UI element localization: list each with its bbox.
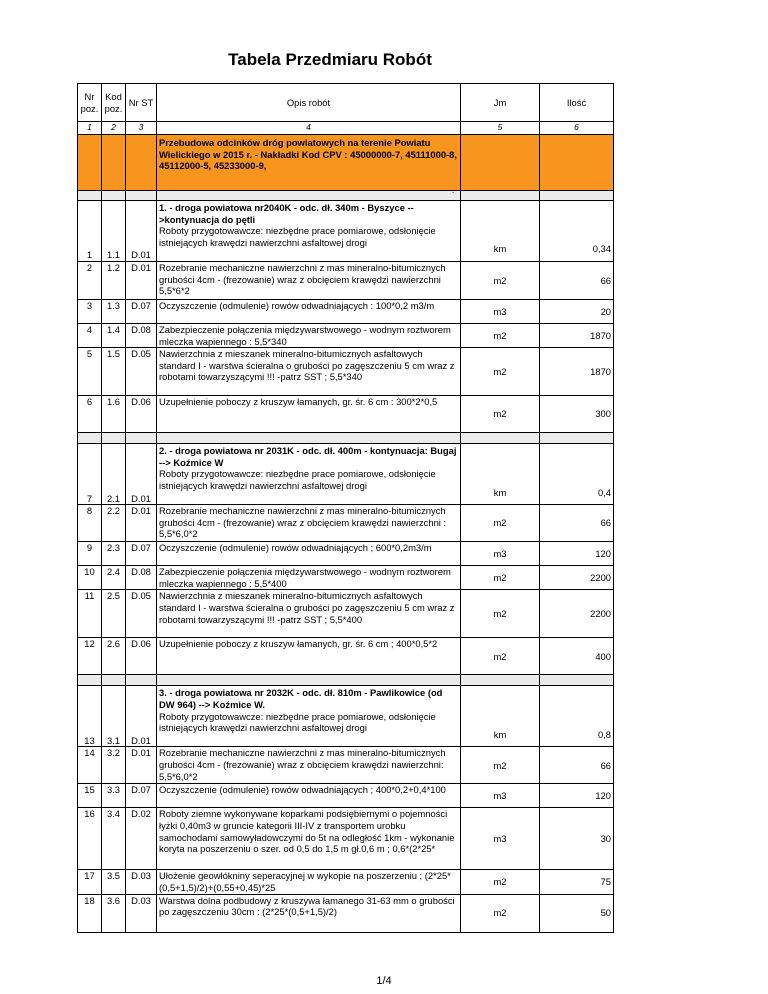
- header-kod: Kod poz.: [102, 84, 126, 122]
- item-st: D.07: [126, 542, 157, 566]
- spacer-cell: [540, 675, 614, 686]
- item-description: Rozebranie mechaniczne nawierzchni z mas mineralno-bitumicznych grubości 4cm - (frezowanie) wraz z obcięciem krawędzi nawierzchni : 5,5*6,0*2: [157, 505, 461, 542]
- item-description: Oczyszczenie (odmulenie) rowów odwadniających ; 400*0,2+0,4*100: [157, 784, 461, 808]
- item-st: D.01: [126, 444, 157, 505]
- project-mark: .: [452, 186, 455, 195]
- column-number: 2: [102, 122, 126, 135]
- header-nr: Nr poz.: [78, 84, 102, 122]
- table-row: [78, 542, 614, 566]
- item-quantity: 2200: [540, 566, 614, 590]
- spacer-cell: [461, 433, 540, 444]
- item-kod: 3.2: [102, 747, 126, 784]
- item-nr: 14: [78, 747, 102, 784]
- item-st: D.06: [126, 638, 157, 675]
- item-kod: 1.2: [102, 262, 126, 300]
- item-description-text: Roboty przygotowawcze: niezbędne prace pomiarowe, odsłonięcie istniejących krawędzi nawierzchni asfaltowej drogi: [159, 225, 436, 248]
- header-row: [78, 84, 614, 122]
- item-kod: 1.1: [102, 201, 126, 262]
- column-number: 1: [78, 122, 102, 135]
- item-unit: m2: [461, 396, 540, 433]
- item-quantity: 50: [540, 894, 614, 932]
- item-nr: 3: [78, 300, 102, 324]
- section-spacer-row: [78, 433, 614, 444]
- item-unit: m2: [461, 638, 540, 675]
- item-unit: km: [461, 201, 540, 262]
- item-nr: 13: [78, 686, 102, 747]
- item-quantity: 66: [540, 505, 614, 542]
- spacer-cell: [126, 433, 157, 444]
- table-row: [78, 300, 614, 324]
- item-st: D.01: [126, 201, 157, 262]
- item-quantity: 0,34: [540, 201, 614, 262]
- spacer-cell: [102, 675, 126, 686]
- item-kod: 3.3: [102, 784, 126, 808]
- item-nr: 15: [78, 784, 102, 808]
- header-ilosc: Ilość: [540, 84, 614, 122]
- item-nr: 4: [78, 324, 102, 348]
- item-description: Oczyszczenie (odmulenie) rowów odwadniających ; 600*0,2m3/m: [157, 542, 461, 566]
- item-quantity: 1870: [540, 348, 614, 396]
- item-description: Rozebranie mechaniczne nawierzchni z mas mineralno-bitumicznych grubości 4cm - (frezowanie) wraz z obcięciem krawędzi nawierzchni: 5,5*6,0*2: [157, 747, 461, 784]
- spacer-cell: [157, 433, 461, 444]
- item-nr: 2: [78, 262, 102, 300]
- table-row: [78, 894, 614, 932]
- table-row: [78, 686, 614, 747]
- item-description: Zabezpieczenie połączenia międzywarstwowego - wodnym roztworem mleczka wapiennego : 5,5*400: [157, 566, 461, 590]
- table-row: [78, 262, 614, 300]
- item-unit: m2: [461, 590, 540, 638]
- item-quantity: 66: [540, 747, 614, 784]
- item-unit: km: [461, 686, 540, 747]
- column-number: 6: [540, 122, 614, 135]
- item-st: D.06: [126, 396, 157, 433]
- spacer-cell: [126, 191, 157, 201]
- item-st: D.08: [126, 566, 157, 590]
- column-number: 3: [126, 122, 157, 135]
- header-jm: Jm: [461, 84, 540, 122]
- item-st: D.02: [126, 808, 157, 870]
- table-row: [78, 566, 614, 590]
- item-nr: 6: [78, 396, 102, 433]
- item-description: Nawierzchnia z mieszanek mineralno-bitumicznych asfaltowych standard I - warstwa ścieralna o grubości po zagęszczeniu 5 cm wraz z robotami towarzyszącymi !!! -patrz SST ; 5,5*400: [157, 590, 461, 638]
- item-kod: 3.6: [102, 894, 126, 932]
- item-unit: km: [461, 444, 540, 505]
- item-description: Uzupełnienie poboczy z kruszyw łamanych, gr. śr. 6 cm ; 400*0,5*2: [157, 638, 461, 675]
- item-st: D.05: [126, 590, 157, 638]
- item-description: Rozebranie mechaniczne nawierzchni z mas mineralno-bitumicznych grubości 4cm - (frezowanie) wraz z obcięciem krawędzi nawierzchni 5,5*6*2: [157, 262, 461, 300]
- item-unit: m3: [461, 808, 540, 870]
- spacer-cell: [157, 675, 461, 686]
- item-nr: 10: [78, 566, 102, 590]
- item-description-text: Roboty przygotowawcze: niezbędne prace pomiarowe, odsłonięcie istniejących krawędzi nawierzchni asfaltowej drogi: [159, 710, 436, 734]
- project-description: Przebudowa odcinków dróg powiatowych na terenie Powiatu Wielickiego w 2015 r. - Nakładki Kod CPV : 45000000-7, 45111000-8, 45112000-5, 45233000-9,: [157, 135, 461, 191]
- item-quantity: 0,4: [540, 444, 614, 505]
- item-unit: m2: [461, 870, 540, 894]
- item-description: Oczyszczenie (odmulenie) rowów odwadniających : 100*0,2 m3/m: [157, 300, 461, 324]
- table-row: [78, 590, 614, 638]
- item-quantity: 75: [540, 870, 614, 894]
- column-number: 5: [461, 122, 540, 135]
- item-kod: 2.4: [102, 566, 126, 590]
- item-description: [157, 444, 461, 505]
- section-heading: 2. - droga powiatowa nr 2031K - odc. dł. 400m - kontynuacja: Bugaj --> Koźmice W: [159, 445, 457, 468]
- section-spacer-row: [78, 932, 614, 942]
- item-kod: 2.3: [102, 542, 126, 566]
- column-number-row: [78, 122, 614, 135]
- page-number: 1/4: [376, 975, 392, 987]
- item-unit: m2: [461, 262, 540, 300]
- spacer-cell: [102, 191, 126, 201]
- item-description: Zabezpieczenie połączenia międzywarstwowego - wodnym roztworem mleczka wapiennego : 5,5*340: [157, 324, 461, 348]
- item-description: Roboty ziemne wykonywane koparkami podsiębiernymi o pojemności łyżki 0,40m3 w gruncie kategorii III-IV z transportem urobku samochodami samowyładowczymi do 5t na odległość 1km - wykonanie koryta na poszerzeniu o szer. od 0,5 do 1,5 m gł.0,6 m ; 0,6*(2*25*: [157, 808, 461, 870]
- item-kod: 2.5: [102, 590, 126, 638]
- spacer-cell: [540, 191, 614, 201]
- item-st: D.07: [126, 784, 157, 808]
- table-row: [78, 505, 614, 542]
- item-kod: 2.1: [102, 444, 126, 505]
- table-row: [78, 870, 614, 894]
- item-unit: m2: [461, 566, 540, 590]
- item-kod: 1.6: [102, 396, 126, 433]
- item-quantity: 300: [540, 396, 614, 433]
- spacer-cell: [461, 191, 540, 201]
- spacer-cell: [78, 191, 102, 201]
- section-heading: 1. - droga powiatowa nr2040K - odc. dł. 340m - Byszyce -->kontynuacja do pętli: [159, 202, 414, 225]
- item-kod: 1.3: [102, 300, 126, 324]
- item-quantity: 1870: [540, 324, 614, 348]
- item-nr: 1: [78, 201, 102, 262]
- item-unit: m2: [461, 894, 540, 932]
- item-nr: 11: [78, 590, 102, 638]
- item-unit: m3: [461, 300, 540, 324]
- spacer-cell: [540, 433, 614, 444]
- item-nr: 9: [78, 542, 102, 566]
- item-quantity: 66: [540, 262, 614, 300]
- item-nr: 18: [78, 894, 102, 932]
- item-kod: 3.5: [102, 870, 126, 894]
- item-nr: 17: [78, 870, 102, 894]
- item-description: [157, 686, 461, 747]
- spacer-cell: [126, 675, 157, 686]
- item-st: D.01: [126, 262, 157, 300]
- spacer-cell: [461, 675, 540, 686]
- item-nr: 8: [78, 505, 102, 542]
- item-kod: 2.2: [102, 505, 126, 542]
- table-row: [78, 444, 614, 505]
- item-kod: 2.6: [102, 638, 126, 675]
- table-row: [78, 324, 614, 348]
- page-title: Tabela Przedmiaru Robót: [228, 50, 432, 69]
- item-unit: m3: [461, 784, 540, 808]
- item-quantity: 120: [540, 542, 614, 566]
- table-row: [78, 638, 614, 675]
- spacer-cell: [78, 433, 102, 444]
- item-description: Nawierzchnia z mieszanek mineralno-bitumicznych asfaltowych standard I - warstwa ścieralna o grubości po zagęszczeniu 5 cm wraz z robotami towarzyszącymi !!! -patrz SST ; 5,5*340: [157, 348, 461, 396]
- column-number: 4: [157, 122, 461, 135]
- project-row: [78, 135, 614, 191]
- item-st: D.08: [126, 324, 157, 348]
- item-quantity: 120: [540, 784, 614, 808]
- item-description: Uzupełnienie poboczy z kruszyw łamanych, gr. śr. 6 cm : 300*2*0,5: [157, 396, 461, 433]
- item-unit: m2: [461, 348, 540, 396]
- spacer-cell: [78, 675, 102, 686]
- item-quantity: 20: [540, 300, 614, 324]
- header-nr-st: Nr ST: [126, 84, 157, 122]
- item-quantity: 0,8: [540, 686, 614, 747]
- item-st: D.05: [126, 348, 157, 396]
- spacer-cell: [102, 433, 126, 444]
- item-nr: 16: [78, 808, 102, 870]
- item-kod: 1.5: [102, 348, 126, 396]
- table-row: [78, 747, 614, 784]
- section-spacer-row: [78, 675, 614, 686]
- table-row: [78, 784, 614, 808]
- header-opis: Opis robót: [157, 84, 461, 122]
- item-st: D.03: [126, 870, 157, 894]
- table-row: [78, 348, 614, 396]
- item-unit: m2: [461, 747, 540, 784]
- bill-of-quantities-table: [77, 83, 614, 942]
- item-nr: 5: [78, 348, 102, 396]
- item-description: [157, 201, 461, 262]
- table-row: [78, 808, 614, 870]
- table-row: [78, 201, 614, 262]
- item-st: D.07: [126, 300, 157, 324]
- item-st: D.03: [126, 894, 157, 932]
- item-nr: 12: [78, 638, 102, 675]
- item-st: D.01: [126, 505, 157, 542]
- item-kod: 3.4: [102, 808, 126, 870]
- item-description: Warstwa dolna podbudowy z kruszywa łamanego 31-63 mm o grubości po zagęszczeniu 30cm : (2*25*(0,5+1,5)/2): [157, 894, 461, 932]
- item-description-text: Roboty przygotowawcze: niezbędne prace pomiarowe, odsłonięcie istniejących krawędzi nawierzchni asfaltowej drogi: [159, 468, 436, 491]
- item-st: D.01: [126, 686, 157, 747]
- item-unit: m2: [461, 324, 540, 348]
- table-row: [78, 396, 614, 433]
- item-st: D.01: [126, 747, 157, 784]
- item-quantity: 400: [540, 638, 614, 675]
- item-description: Ułożenie geowłókniny seperacyjnej w wykopie na poszerzeniu ; (2*25*(0,5+1,5)/2)+(0,55+0,45)*25: [157, 870, 461, 894]
- item-quantity: 30: [540, 808, 614, 870]
- item-kod: 1.4: [102, 324, 126, 348]
- spacer-cell: [157, 191, 461, 201]
- section-heading: 3. - droga powiatowa nr 2032K - odc. dł. 810m - Pawlikowice (od DW 964) --> Koźmice W.: [159, 687, 443, 710]
- item-unit: m2: [461, 505, 540, 542]
- item-nr: 7: [78, 444, 102, 505]
- item-kod: 3.1: [102, 686, 126, 747]
- item-quantity: 2200: [540, 590, 614, 638]
- item-unit: m3: [461, 542, 540, 566]
- section-spacer-row: [78, 191, 614, 201]
